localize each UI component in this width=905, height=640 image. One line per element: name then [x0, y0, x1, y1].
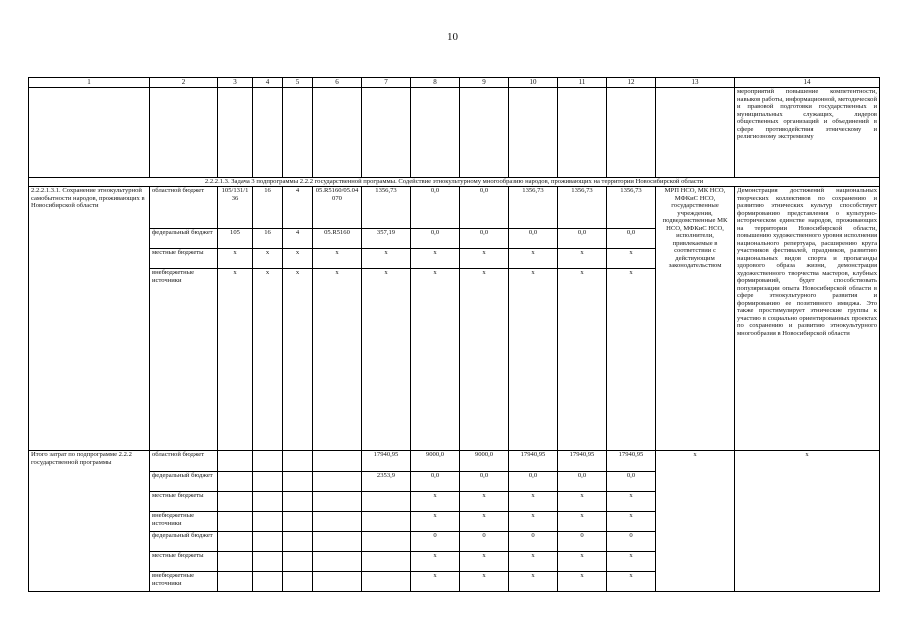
source-cell: областной бюджет — [150, 451, 218, 472]
cell: 0,0 — [509, 472, 558, 492]
cell — [283, 552, 313, 572]
cell — [253, 572, 283, 592]
header-cell: 4 — [253, 78, 283, 88]
source-cell: областной бюджет — [150, 187, 218, 229]
cell: x — [218, 269, 253, 451]
header-cell: 8 — [411, 78, 460, 88]
cell: 17940,95 — [362, 451, 411, 472]
total-name: Итого затрат по подпрограмме 2.2.2 государственной программы — [29, 451, 150, 592]
cell — [283, 492, 313, 512]
source-cell: федеральный бюджет — [150, 532, 218, 552]
source-cell: местные бюджеты — [150, 249, 218, 269]
cell — [218, 472, 253, 492]
cell: 16 — [253, 187, 283, 229]
header-cell: 10 — [509, 78, 558, 88]
cell: x — [558, 552, 607, 572]
cell: x — [460, 269, 509, 451]
cell: 1356,73 — [558, 187, 607, 229]
header-cell: 12 — [607, 78, 656, 88]
cell: 0 — [411, 532, 460, 552]
cell: 1356,73 — [509, 187, 558, 229]
cell — [313, 552, 362, 572]
source-cell: местные бюджеты — [150, 492, 218, 512]
cell: x — [607, 249, 656, 269]
cell: x — [313, 269, 362, 451]
cell: 17940,95 — [509, 451, 558, 472]
cell: x — [460, 552, 509, 572]
source-cell: внебюджетные источники — [150, 269, 218, 451]
header-cell: 14 — [735, 78, 880, 88]
page-number: 10 — [447, 31, 458, 43]
cell: 357,19 — [362, 229, 411, 249]
cell: x — [558, 492, 607, 512]
cell: 9000,0 — [411, 451, 460, 472]
measure-name: 2.2.2.1.3.1. Сохранение этнокультурной самобытности народов, проживающих в Новосибирской области — [29, 187, 150, 451]
cell: 0,0 — [558, 472, 607, 492]
cell: 0,0 — [558, 229, 607, 249]
cell: 16 — [253, 229, 283, 249]
program-table — [28, 77, 880, 592]
cell: x — [411, 269, 460, 451]
cell — [283, 572, 313, 592]
cell: 4 — [283, 187, 313, 229]
cell: x — [411, 552, 460, 572]
cell — [362, 512, 411, 532]
cell: x — [509, 552, 558, 572]
cell — [362, 552, 411, 572]
cell: 1356,73 — [607, 187, 656, 229]
cell: 105 — [218, 229, 253, 249]
cell — [218, 552, 253, 572]
cell: x — [460, 512, 509, 532]
cell — [362, 492, 411, 512]
cell: 0,0 — [607, 472, 656, 492]
cell — [283, 472, 313, 492]
cell — [313, 532, 362, 552]
cell: 105/131/136 — [218, 187, 253, 229]
cell: x — [283, 269, 313, 451]
cell — [313, 572, 362, 592]
header-cell: 6 — [313, 78, 362, 88]
cell: x — [362, 249, 411, 269]
cell: x — [509, 492, 558, 512]
cell: 0 — [509, 532, 558, 552]
cell: 05.R5160 — [313, 229, 362, 249]
header-cell: 9 — [460, 78, 509, 88]
header-cell: 2 — [150, 78, 218, 88]
cell — [362, 532, 411, 552]
cell — [253, 492, 283, 512]
cell: 4 — [283, 229, 313, 249]
cell — [253, 451, 283, 472]
source-cell: внебюджетные источники — [150, 572, 218, 592]
task-row — [29, 178, 880, 187]
cell: 0,0 — [411, 472, 460, 492]
cell: x — [558, 269, 607, 451]
cell — [313, 472, 362, 492]
table-row — [29, 187, 880, 229]
cell: 17940,95 — [558, 451, 607, 472]
table-row — [29, 451, 880, 472]
cell: x — [411, 249, 460, 269]
cell: x — [411, 492, 460, 512]
cell — [313, 492, 362, 512]
cell: 0,0 — [460, 472, 509, 492]
cell: x — [460, 249, 509, 269]
cell: 2353,9 — [362, 472, 411, 492]
cell: 0,0 — [509, 229, 558, 249]
cell — [313, 451, 362, 472]
source-cell: внебюджетные источники — [150, 512, 218, 532]
cell: 0,0 — [411, 187, 460, 229]
result-cell: Демонстрация достижений национальных творческих коллективов по сохранению и развитию этнических культур способствует формированию представления о культурно-историческом единстве народов, проживающих на территории Новосибирской области, повышению художественного уровня исполнения национального репертуара, расширению круга участников фестивалей, праздников, развитию национальных видов спорта и пропаганды здорового образа жизни, демонстрация художественного творчества мастеров, клубных формирований, будет способствовать популяризации опыта Новосибирской области в сфере этнокультурного развития и формированию ее позитивного имиджа. Это также простимулирует этнические группы к участию в социально ориентированных проектах по сохранению и развитию этнокультурного многообразия в Новосибирской области — [735, 187, 880, 451]
total-col14: x — [735, 451, 880, 592]
cell — [253, 512, 283, 532]
cell: x — [509, 512, 558, 532]
cell: x — [558, 512, 607, 532]
cell — [218, 451, 253, 472]
cell — [283, 451, 313, 472]
cell: x — [362, 269, 411, 451]
cell: x — [509, 269, 558, 451]
cell: 0,0 — [411, 229, 460, 249]
continued-result-text: мероприятий повышение компетентности, навыков работы, информационной, методической и правовой подготовки государственных и муниципальных служащих, лидеров общественных организаций и объединений в сфере противодействия этническому и религиозному экстремизму — [735, 88, 880, 178]
cell: x — [607, 512, 656, 532]
cell: 0 — [607, 532, 656, 552]
cell — [253, 552, 283, 572]
cell: 17940,95 — [607, 451, 656, 472]
executors-cell: МРП НСО, МК НСО, МФКиС НСО, государственные учреждения, подведомственные МК НСО, МФКиС НСО, исполнители, привлекаемые в соответствии с действующим законодательством — [656, 187, 735, 451]
task-title: 2.2.2.1.3. Задача 3 подпрограммы 2.2.2 государственной программы. Содействие этнокультурному многообразию народов, проживающих на территории Новосибирской области — [29, 178, 880, 187]
cell — [218, 532, 253, 552]
header-cell: 7 — [362, 78, 411, 88]
cell: x — [313, 249, 362, 269]
cell: x — [509, 249, 558, 269]
header-cell: 11 — [558, 78, 607, 88]
cell: x — [253, 269, 283, 451]
source-cell: местные бюджеты — [150, 552, 218, 572]
cell — [253, 532, 283, 552]
cell: x — [218, 249, 253, 269]
cell: x — [558, 572, 607, 592]
cell: x — [607, 572, 656, 592]
cell: x — [558, 249, 607, 269]
header-cell: 1 — [29, 78, 150, 88]
cell: x — [460, 492, 509, 512]
cell: 9000,0 — [460, 451, 509, 472]
cell — [218, 512, 253, 532]
cell — [283, 532, 313, 552]
cell: x — [607, 492, 656, 512]
cell: x — [460, 572, 509, 592]
cell: x — [411, 572, 460, 592]
cell — [283, 512, 313, 532]
header-cell: 3 — [218, 78, 253, 88]
cell: 0 — [558, 532, 607, 552]
continued-row — [29, 88, 880, 178]
source-cell: федеральный бюджет — [150, 229, 218, 249]
total-col13: x — [656, 451, 735, 592]
cell: 0,0 — [607, 229, 656, 249]
cell: 0,0 — [460, 187, 509, 229]
cell: 05.R5160/05.04070 — [313, 187, 362, 229]
cell: 0,0 — [460, 229, 509, 249]
header-row — [29, 78, 880, 88]
header-cell: 5 — [283, 78, 313, 88]
cell — [253, 472, 283, 492]
cell: x — [607, 269, 656, 451]
cell — [362, 572, 411, 592]
cell: x — [411, 512, 460, 532]
cell: x — [253, 249, 283, 269]
cell — [218, 572, 253, 592]
cell — [313, 512, 362, 532]
cell: x — [283, 249, 313, 269]
cell: 1356,73 — [362, 187, 411, 229]
cell: 0 — [460, 532, 509, 552]
cell: x — [509, 572, 558, 592]
header-cell: 13 — [656, 78, 735, 88]
cell: x — [607, 552, 656, 572]
cell — [218, 492, 253, 512]
source-cell: федеральный бюджет — [150, 472, 218, 492]
